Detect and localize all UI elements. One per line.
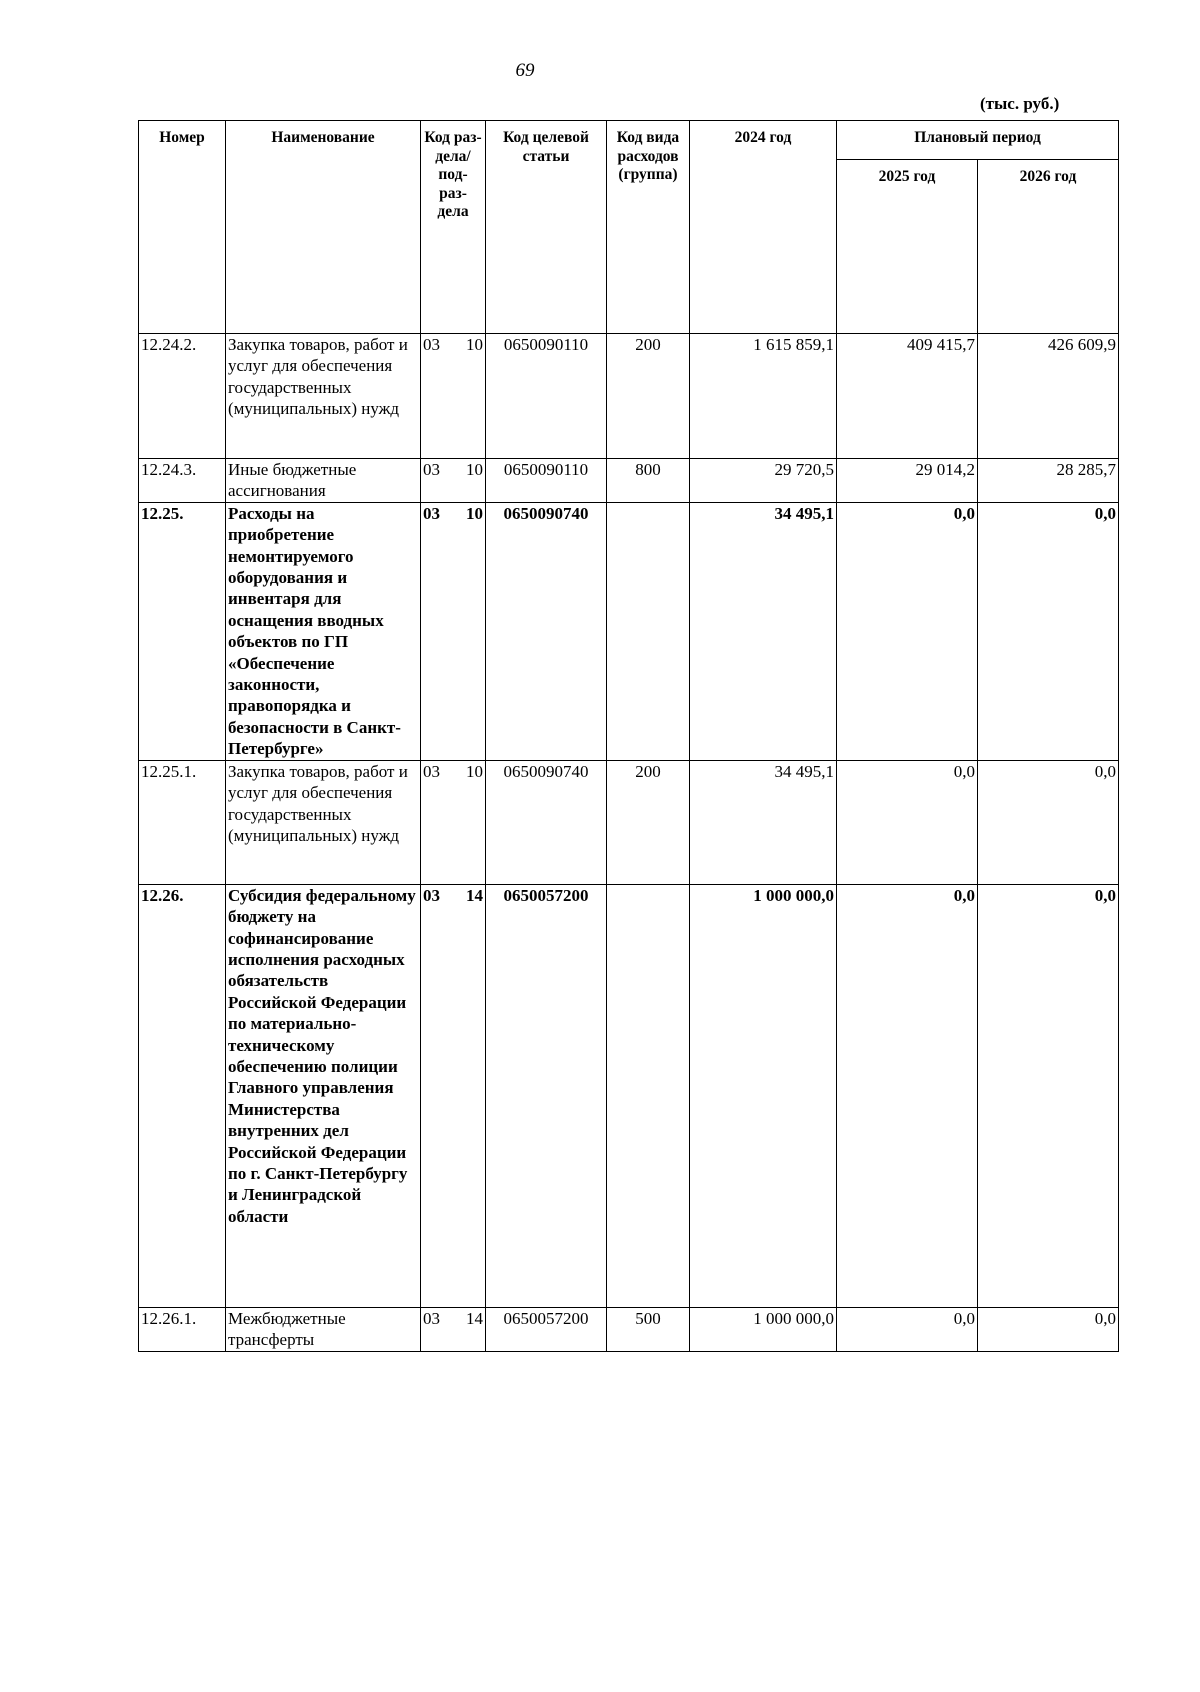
cell-2024: 34 495,1 [690,502,837,760]
cell-section: 03 [423,335,440,354]
cell-subsection: 14 [466,1308,483,1328]
table-row [139,459,1119,503]
cell-2024: 29 720,5 [690,459,837,503]
cell-2025: 0,0 [837,1307,978,1351]
cell-number: 12.25.1. [139,760,226,884]
cell-number: 12.26.1. [139,1307,226,1351]
cell-section: 03 [423,503,440,523]
cell-2024: 34 495,1 [690,760,837,884]
table-row [139,760,1119,884]
header-expense-type-code: Код вида расходов (группа) [607,121,690,334]
cell-subsection: 14 [466,885,483,905]
cell-target-code: 0650090740 [486,502,607,760]
cell-subsection: 10 [466,761,483,781]
cell-subsection: 10 [466,503,483,523]
cell-2024: 1 000 000,0 [690,1307,837,1351]
table-row [139,334,1119,459]
cell-2026: 28 285,7 [978,459,1119,503]
cell-section: 03 [423,761,440,781]
cell-name: Закупка товаров, работ и услуг для обеспечения государственных (муниципальных) нужд [226,334,421,459]
cell-section-code [421,334,486,459]
header-section-code-text: Код раз- дела/ под- раз- дела [424,129,482,220]
cell-2026: 0,0 [978,502,1119,760]
budget-table [138,120,1119,1352]
cell-section: 03 [423,460,440,479]
cell-name: Расходы на приобретение немонтируемого оборудования и инвентаря для оснащения вводных объектов по ГП «Обеспечение законности, правопорядка и безопасности в Санкт-Петербурге» [226,502,421,760]
cell-target-code: 0650057200 [486,1307,607,1351]
header-year-2025: 2025 год [837,160,978,334]
header-year-2026: 2026 год [978,160,1119,334]
cell-section: 03 [423,885,440,905]
cell-expense-type: 800 [607,459,690,503]
cell-2026: 426 609,9 [978,334,1119,459]
cell-section-code [421,884,486,1307]
cell-expense-type: 200 [607,760,690,884]
cell-2024: 1 000 000,0 [690,884,837,1307]
cell-name: Межбюджетные трансферты [226,1307,421,1351]
cell-2025: 0,0 [837,884,978,1307]
cell-name: Закупка товаров, работ и услуг для обеспечения государственных (муниципальных) нужд [226,760,421,884]
cell-number: 12.25. [139,502,226,760]
page-number: 69 [515,60,535,81]
cell-number: 12.26. [139,884,226,1307]
cell-subsection: 10 [466,335,483,354]
cell-2025: 0,0 [837,502,978,760]
cell-2026: 0,0 [978,1307,1119,1351]
cell-target-code: 0650057200 [486,884,607,1307]
cell-expense-type: 500 [607,1307,690,1351]
cell-section-code [421,760,486,884]
cell-subsection: 10 [466,460,483,479]
cell-section-code [421,502,486,760]
header-section-code [421,121,486,334]
cell-expense-type: 200 [607,334,690,459]
cell-section: 03 [423,1308,440,1328]
cell-target-code: 0650090110 [486,459,607,503]
header-planned-period: Плановый период [837,121,1119,160]
header-name: Наименование [226,121,421,334]
cell-section-code [421,1307,486,1351]
header-number: Номер [139,121,226,334]
cell-name: Иные бюджетные ассигнования [226,459,421,503]
cell-2025: 29 014,2 [837,459,978,503]
cell-target-code: 0650090740 [486,760,607,884]
cell-2025: 0,0 [837,760,978,884]
cell-name: Субсидия федеральному бюджету на софинансирование исполнения расходных обязательств Российской Федерации по материально-техническому обеспечению полиции Главного управления Министерства внутренних дел Российской Федерации по г. Санкт-Петербургу и Ленинградской области [226,884,421,1307]
cell-number: 12.24.3. [139,459,226,503]
table-row [139,884,1119,1307]
header-year-2024: 2024 год [690,121,837,334]
cell-2025: 409 415,7 [837,334,978,459]
cell-number: 12.24.2. [139,334,226,459]
cell-2024: 1 615 859,1 [690,334,837,459]
cell-target-code: 0650090110 [486,334,607,459]
table-header-row-top [139,121,1119,160]
table-body [139,334,1119,1352]
cell-2026: 0,0 [978,884,1119,1307]
cell-2026: 0,0 [978,760,1119,884]
table-row [139,1307,1119,1351]
header-target-code: Код целевой статьи [486,121,607,334]
cell-expense-type [607,502,690,760]
cell-expense-type [607,884,690,1307]
table-row [139,502,1119,760]
cell-section-code [421,459,486,503]
units-label: (тыс. руб.) [980,94,1060,113]
